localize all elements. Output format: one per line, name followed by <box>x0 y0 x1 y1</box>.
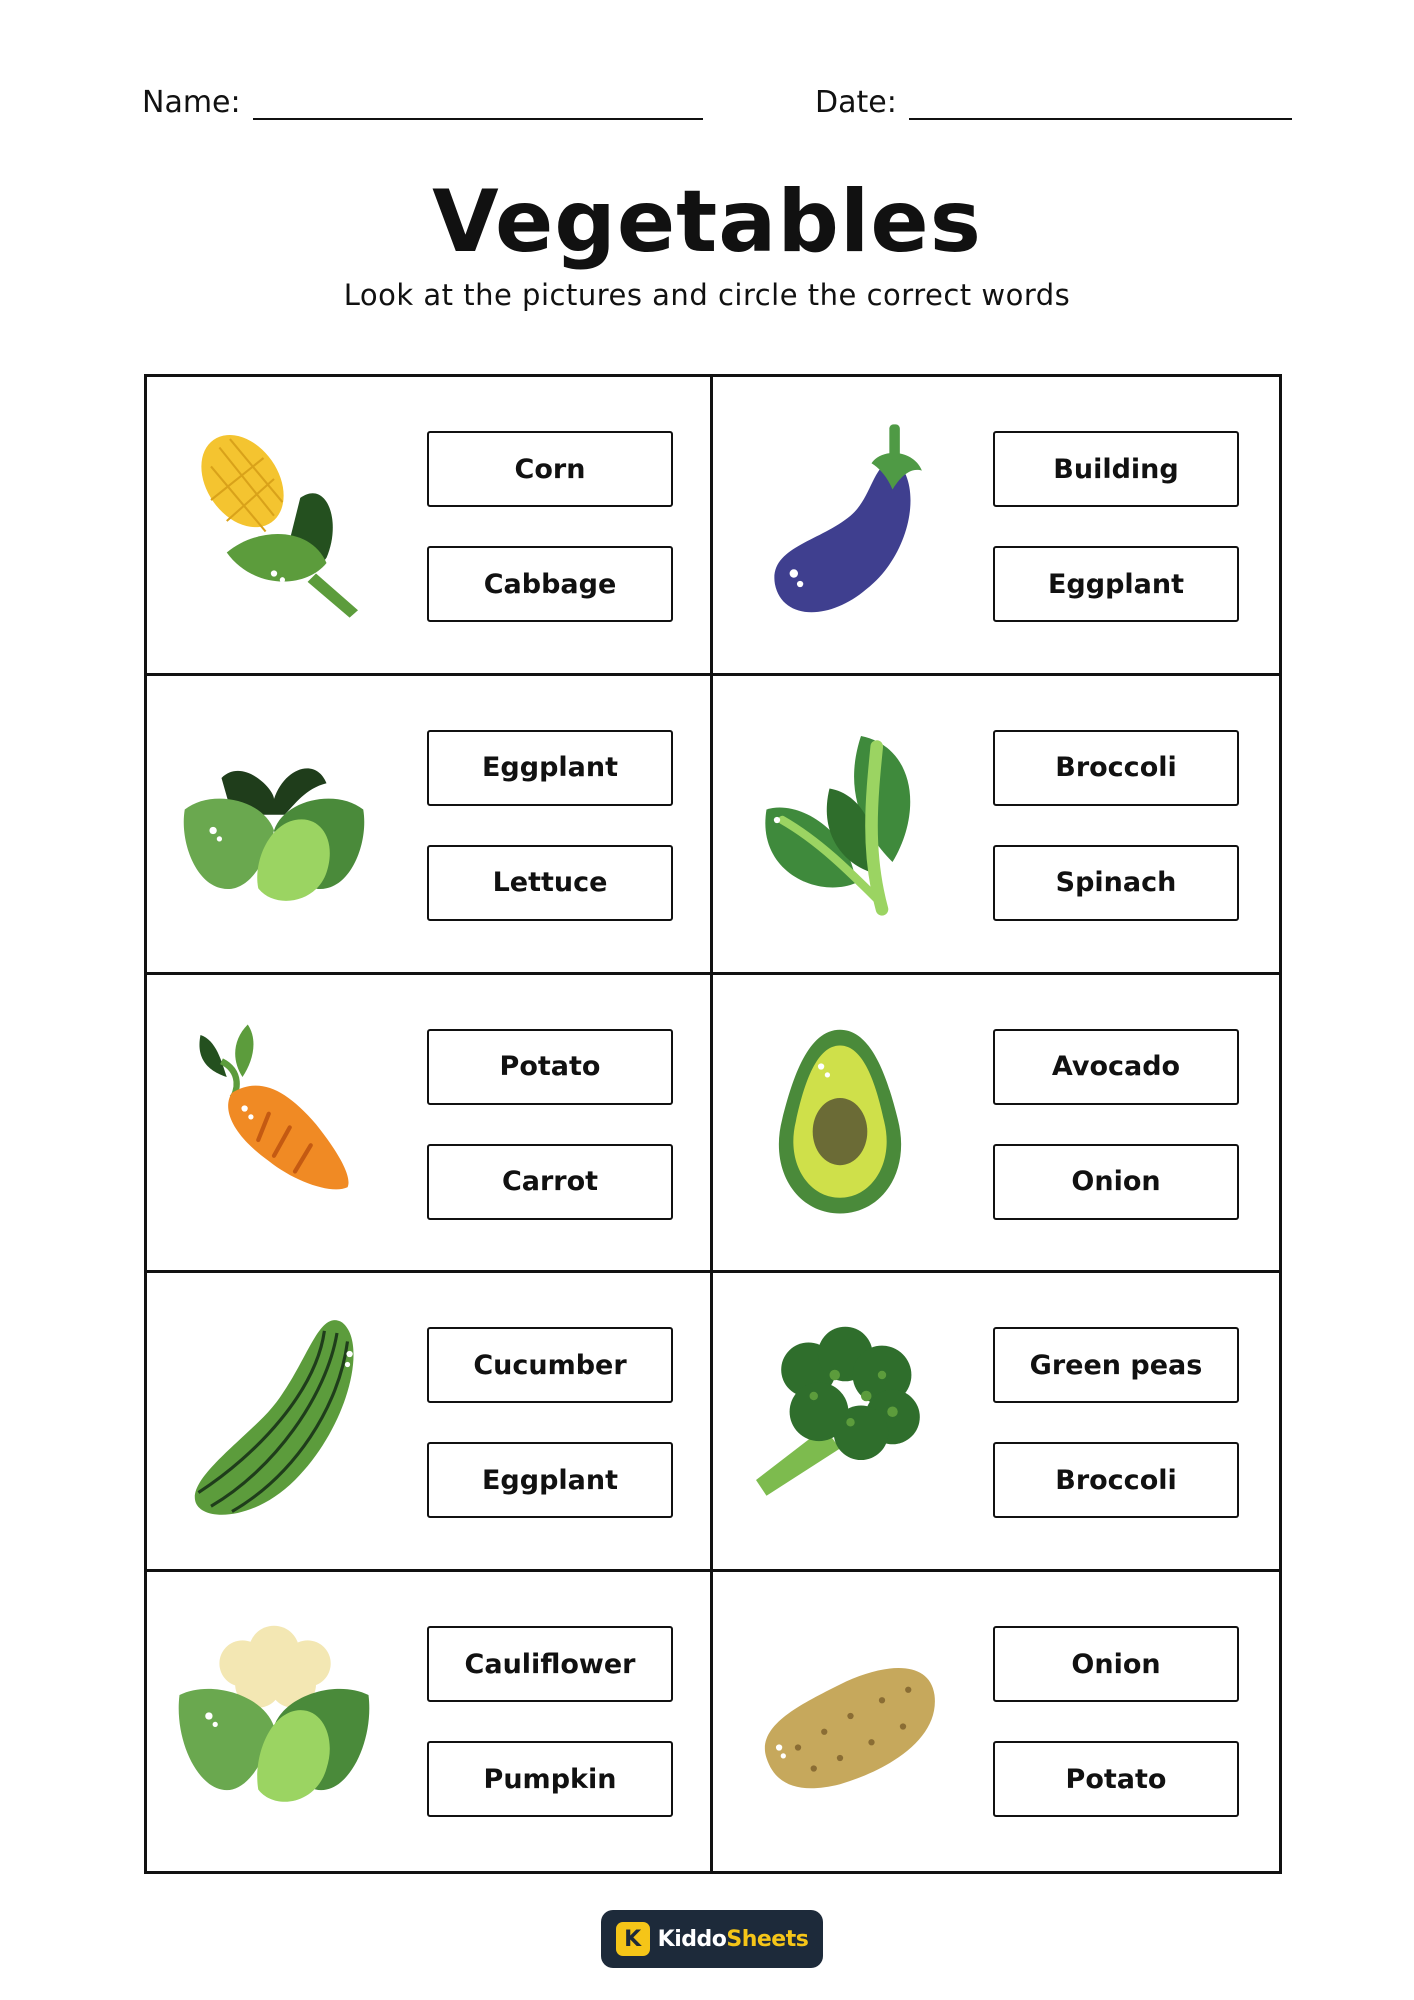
option-cauliflower[interactable]: Cauliflower <box>427 1626 673 1702</box>
item-cell-3 <box>147 676 713 975</box>
item-cell-1 <box>147 377 713 676</box>
option-pumpkin[interactable]: Pumpkin <box>427 1741 673 1817</box>
logo-word-2: Sheets <box>726 1926 809 1952</box>
cucumber-icon <box>169 1307 379 1527</box>
page-title: Vegetables <box>432 172 982 272</box>
vegetable-grid <box>144 374 1282 1874</box>
option-lettuce[interactable]: Lettuce <box>427 845 673 921</box>
corn-icon <box>169 411 379 631</box>
option-corn[interactable]: Corn <box>427 431 673 507</box>
avocado-icon <box>735 1009 945 1229</box>
item-cell-8 <box>713 1273 1279 1572</box>
option-eggplant[interactable]: Eggplant <box>427 1442 673 1518</box>
option-green-peas[interactable]: Green peas <box>993 1327 1239 1403</box>
kiddosheets-logo <box>601 1910 823 1968</box>
option-onion[interactable]: Onion <box>993 1626 1239 1702</box>
option-building[interactable]: Building <box>993 431 1239 507</box>
item-cell-2 <box>713 377 1279 676</box>
logo-word-1: Kiddo <box>657 1926 727 1952</box>
item-cell-9 <box>147 1572 713 1871</box>
item-cell-6 <box>713 975 1279 1274</box>
spinach-icon <box>735 710 945 930</box>
option-carrot[interactable]: Carrot <box>427 1144 673 1220</box>
name-blank-line[interactable] <box>253 84 703 120</box>
option-cucumber[interactable]: Cucumber <box>427 1327 673 1403</box>
logo-badge: K <box>616 1922 650 1956</box>
name-label: Name: <box>142 85 241 120</box>
item-cell-7 <box>147 1273 713 1572</box>
eggplant-icon <box>735 411 945 631</box>
instructions-text: Look at the pictures and circle the correct words <box>343 278 1071 312</box>
date-blank-line[interactable] <box>909 84 1292 120</box>
item-cell-10 <box>713 1572 1279 1871</box>
option-eggplant[interactable]: Eggplant <box>427 730 673 806</box>
potato-icon <box>735 1606 945 1826</box>
cauliflower-icon <box>169 1606 379 1826</box>
lettuce-icon <box>169 710 379 930</box>
carrot-icon <box>169 1009 379 1229</box>
date-label: Date: <box>815 85 897 120</box>
date-field <box>815 84 1292 120</box>
option-eggplant[interactable]: Eggplant <box>993 546 1239 622</box>
name-field <box>142 84 703 120</box>
option-avocado[interactable]: Avocado <box>993 1029 1239 1105</box>
item-cell-5 <box>147 975 713 1274</box>
option-broccoli[interactable]: Broccoli <box>993 730 1239 806</box>
option-cabbage[interactable]: Cabbage <box>427 546 673 622</box>
option-broccoli[interactable]: Broccoli <box>993 1442 1239 1518</box>
option-onion[interactable]: Onion <box>993 1144 1239 1220</box>
option-potato[interactable]: Potato <box>993 1741 1239 1817</box>
option-spinach[interactable]: Spinach <box>993 845 1239 921</box>
item-cell-4 <box>713 676 1279 975</box>
broccoli-icon <box>735 1307 945 1527</box>
option-potato[interactable]: Potato <box>427 1029 673 1105</box>
